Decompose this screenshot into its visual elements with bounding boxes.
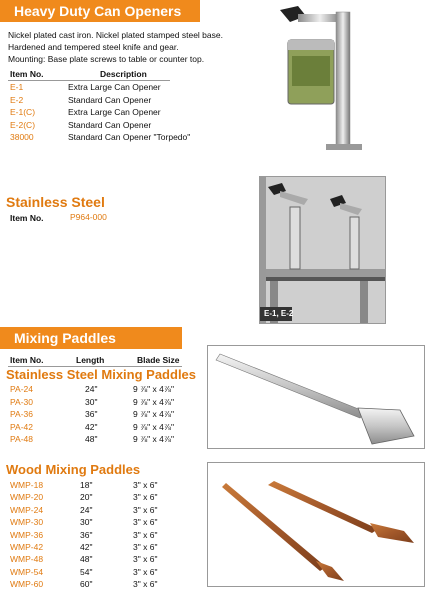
item-code: WMP-60 (10, 579, 44, 590)
header-item-no: Item No. (10, 69, 44, 79)
table-row (0, 82, 250, 94)
can-openers-description (8, 29, 248, 65)
can-openers-banner (0, 0, 200, 22)
mixing-paddles-title: Mixing Paddles (14, 330, 116, 346)
description-line: Mounting: Base plate screws to table or counter top. (8, 54, 205, 64)
item-code: WMP-36 (10, 529, 44, 540)
wood-paddle-image (207, 462, 425, 587)
header-blade-size: Blade Size (137, 355, 180, 365)
item-code: E-1(C) (10, 107, 36, 117)
length-value: 30" (80, 517, 93, 528)
item-code: E-2 (10, 94, 24, 105)
header-divider (8, 80, 170, 81)
table-row (0, 492, 200, 504)
header-description: Description (100, 69, 147, 79)
blade-value: 9 ⅞" x 4⅞" (133, 434, 175, 444)
table-row (0, 542, 200, 554)
item-description: Standard Can Opener (68, 94, 152, 105)
table-row (0, 95, 250, 107)
item-code: PA-42 (10, 421, 33, 432)
length-value: 42" (85, 421, 98, 432)
description-line: Hardened and tempered steel knife and gear. (8, 42, 179, 52)
blade-value: 3" x 6" (133, 504, 158, 515)
blade-value: 9 ⅞" x 4⅞" (133, 409, 175, 419)
blade-value: 9 ⅞" x 4⅞" (133, 384, 175, 394)
length-value: 24" (80, 504, 93, 515)
item-code: PA-24 (10, 384, 33, 394)
can-opener-image (268, 2, 368, 158)
stainless-paddle-image (207, 345, 425, 449)
blade-value: 3" x 6" (133, 480, 158, 490)
description-line: Nickel plated cast iron. Nickel plated stamped steel base. (8, 30, 223, 40)
item-code: WMP-24 (10, 504, 44, 515)
item-code: WMP-30 (10, 517, 44, 528)
header-item-no: Item No. (10, 355, 44, 365)
item-code: WMP-54 (10, 566, 44, 577)
blade-value: 3" x 6" (133, 492, 158, 503)
table-row (0, 422, 200, 434)
blade-value: 9 ⅞" x 4⅞" (133, 396, 175, 407)
length-value: 24" (85, 384, 98, 394)
item-code: 38000 (10, 132, 34, 142)
item-code: E-2(C) (10, 119, 36, 130)
stainless-steel-image (259, 176, 386, 324)
table-row (0, 579, 200, 591)
item-description: Standard Can Opener "Torpedo" (68, 132, 191, 142)
item-code: PA-36 (10, 409, 33, 419)
table-row (0, 107, 250, 119)
blade-value: 3" x 6" (133, 529, 158, 540)
blade-value: 9 ⅞" x 4⅞" (133, 421, 175, 432)
length-value: 48" (80, 554, 93, 565)
item-description: Extra Large Can Opener (68, 82, 161, 92)
wood-paddles-title: Wood Mixing Paddles (6, 462, 141, 477)
blade-value: 3" x 6" (133, 542, 158, 552)
item-code: WMP-20 (10, 492, 44, 503)
table-row (0, 567, 200, 579)
table-row (0, 434, 200, 446)
length-value: 54" (80, 566, 93, 577)
blade-value: 3" x 6" (133, 554, 158, 565)
table-row (0, 132, 250, 144)
table-row (0, 409, 200, 421)
length-value: 18" (80, 480, 93, 490)
length-value: 36" (85, 409, 98, 419)
table-row (0, 530, 200, 542)
table-row (0, 517, 200, 529)
can-openers-title: Heavy Duty Can Openers (14, 3, 182, 19)
stainless-paddles-title: Stainless Steel Mixing Paddles (6, 367, 197, 382)
item-description: Standard Can Opener (68, 119, 152, 130)
blade-value: 3" x 6" (133, 517, 158, 528)
stainless-steel-title: Stainless Steel (6, 194, 105, 210)
item-code: WMP-48 (10, 554, 44, 565)
blade-value: 3" x 6" (133, 566, 158, 577)
photo-caption: E-1, E-2 (264, 309, 294, 318)
table-row (0, 480, 200, 492)
table-row (0, 384, 200, 396)
item-code: PA-30 (10, 396, 33, 407)
blade-value: 3" x 6" (133, 579, 158, 590)
item-code: PA-48 (10, 434, 33, 444)
mixing-paddles-banner (0, 327, 182, 349)
item-code: P964-000 (70, 212, 107, 222)
item-code: E-1 (10, 82, 24, 92)
item-description: Extra Large Can Opener (68, 107, 161, 117)
length-value: 42" (80, 542, 93, 552)
length-value: 60" (80, 579, 93, 590)
table-row (0, 120, 250, 132)
length-value: 20" (80, 492, 93, 503)
table-row (0, 554, 200, 566)
table-row (0, 505, 200, 517)
item-code: WMP-18 (10, 480, 44, 490)
length-value: 48" (85, 434, 98, 444)
header-length: Length (76, 355, 105, 365)
item-code: WMP-42 (10, 542, 44, 552)
length-value: 36" (80, 529, 93, 540)
table-row (0, 397, 200, 409)
length-value: 30" (85, 396, 98, 407)
stainless-item-label: Item No. (10, 213, 44, 223)
